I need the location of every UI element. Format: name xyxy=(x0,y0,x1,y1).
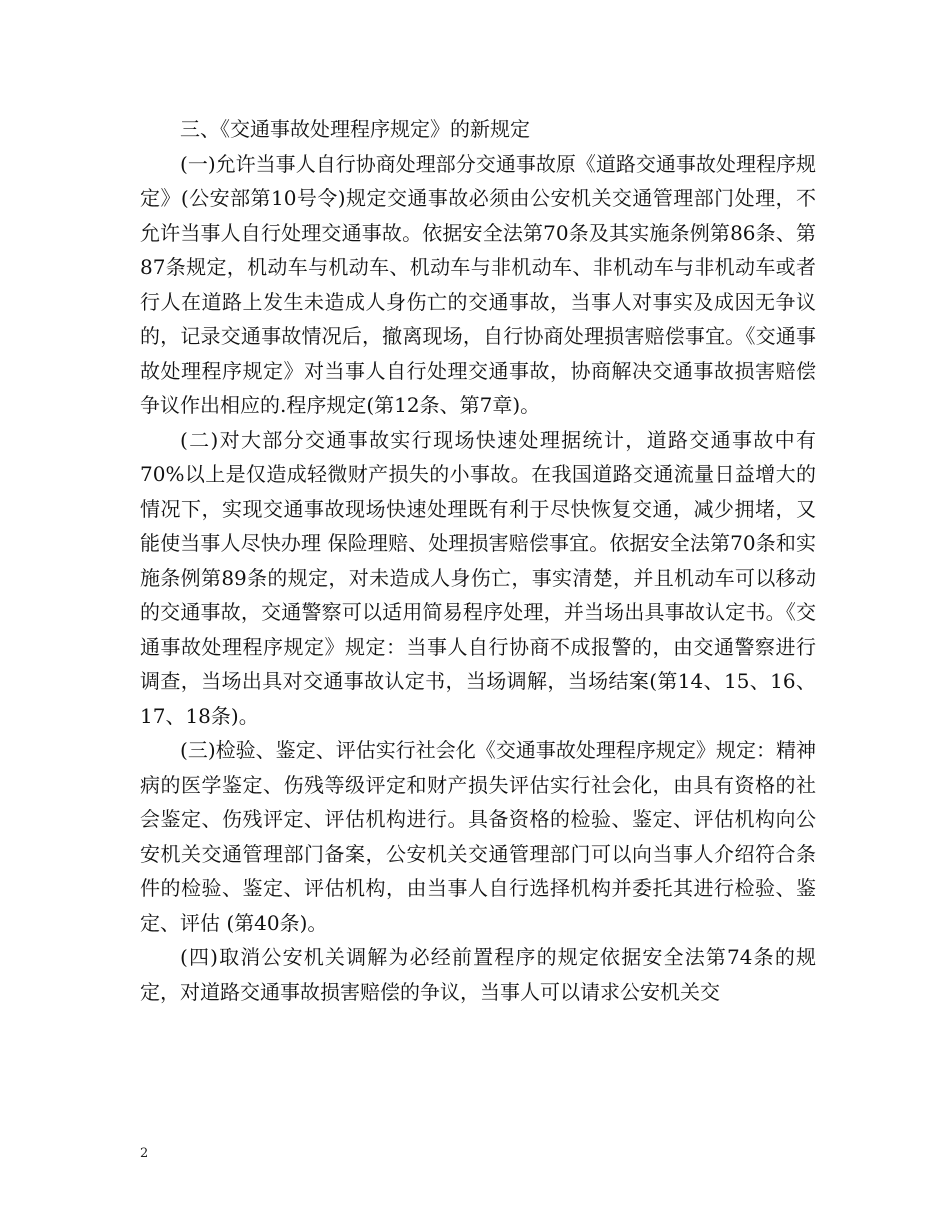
paragraph-2: (二)对大部分交通事故实行现场快速处理据统计，道路交通事故中有70%以上是仅造成轻微财产损失的小事故。在我国道路交通流量日益增大的情况下，实现交通事故现场快速处理既有利于尽快恢复交通，减少拥堵，又能使当事人尽快办理 保险理赔、处理损害赔偿事宜。依据安全法第70条和实施条例第89条的规定，对未造成人身伤亡，事实清楚，并且机动车可以移动的交通事故，交通警察可以适用简易程序处理，并当场出具事故认定书。《交通事故处理程序规定》规定：当事人自行协商不成报警的，由交通警察进行调查，当场出具对交通事故认定书，当场调解，当场结案(第14、15、16、17、18条)。 xyxy=(140,427,816,728)
page-number: 2 xyxy=(140,1146,149,1161)
paragraph-1: (一)允许当事人自行协商处理部分交通事故原《道路交通事故处理程序规定》(公安部第10号令)规定交通事故必须由公安机关交通管理部门处理，不允许当事人自行处理交通事故。依据安全法第70条及其实施条例第86条、第87条规定，机动车与机动车、机动车与非机动车、非机动车与非机动车或者行人在道路上发生未造成人身伤亡的交通事故，当事人对事实及成因无争议的，记录交通事故情况后，撤离现场，自行协商处理损害赔偿事宜。《交通事故处理程序规定》对当事人自行处理交通事故，协商解决交通事故损害赔偿争议作出相应的.程序规定(第12条、第7章)。 xyxy=(140,151,816,417)
section-heading: 三、《交通事故处理程序规定》的新规定 xyxy=(180,117,530,141)
paragraph-3: (三)检验、鉴定、评估实行社会化《交通事故处理程序规定》规定：精神病的医学鉴定、伤残等级评定和财产损失评估实行社会化，由具有资格的社会鉴定、伤残评定、评估机构进行。具备资格的检验、鉴定、评估机构向公安机关交通管理部门备案，公安机关交通管理部门可以向当事人介绍符合条件的检验、鉴定、评估机构，由当事人自行选择机构并委托其进行检验、鉴定、评估 (第40条)。 xyxy=(140,738,816,935)
document-body xyxy=(140,112,816,1009)
paragraph-4: (四)取消公安机关调解为必经前置程序的规定依据安全法第74条的规定，对道路交通事故损害赔偿的争议，当事人可以请求公安机关交 xyxy=(140,945,816,1004)
